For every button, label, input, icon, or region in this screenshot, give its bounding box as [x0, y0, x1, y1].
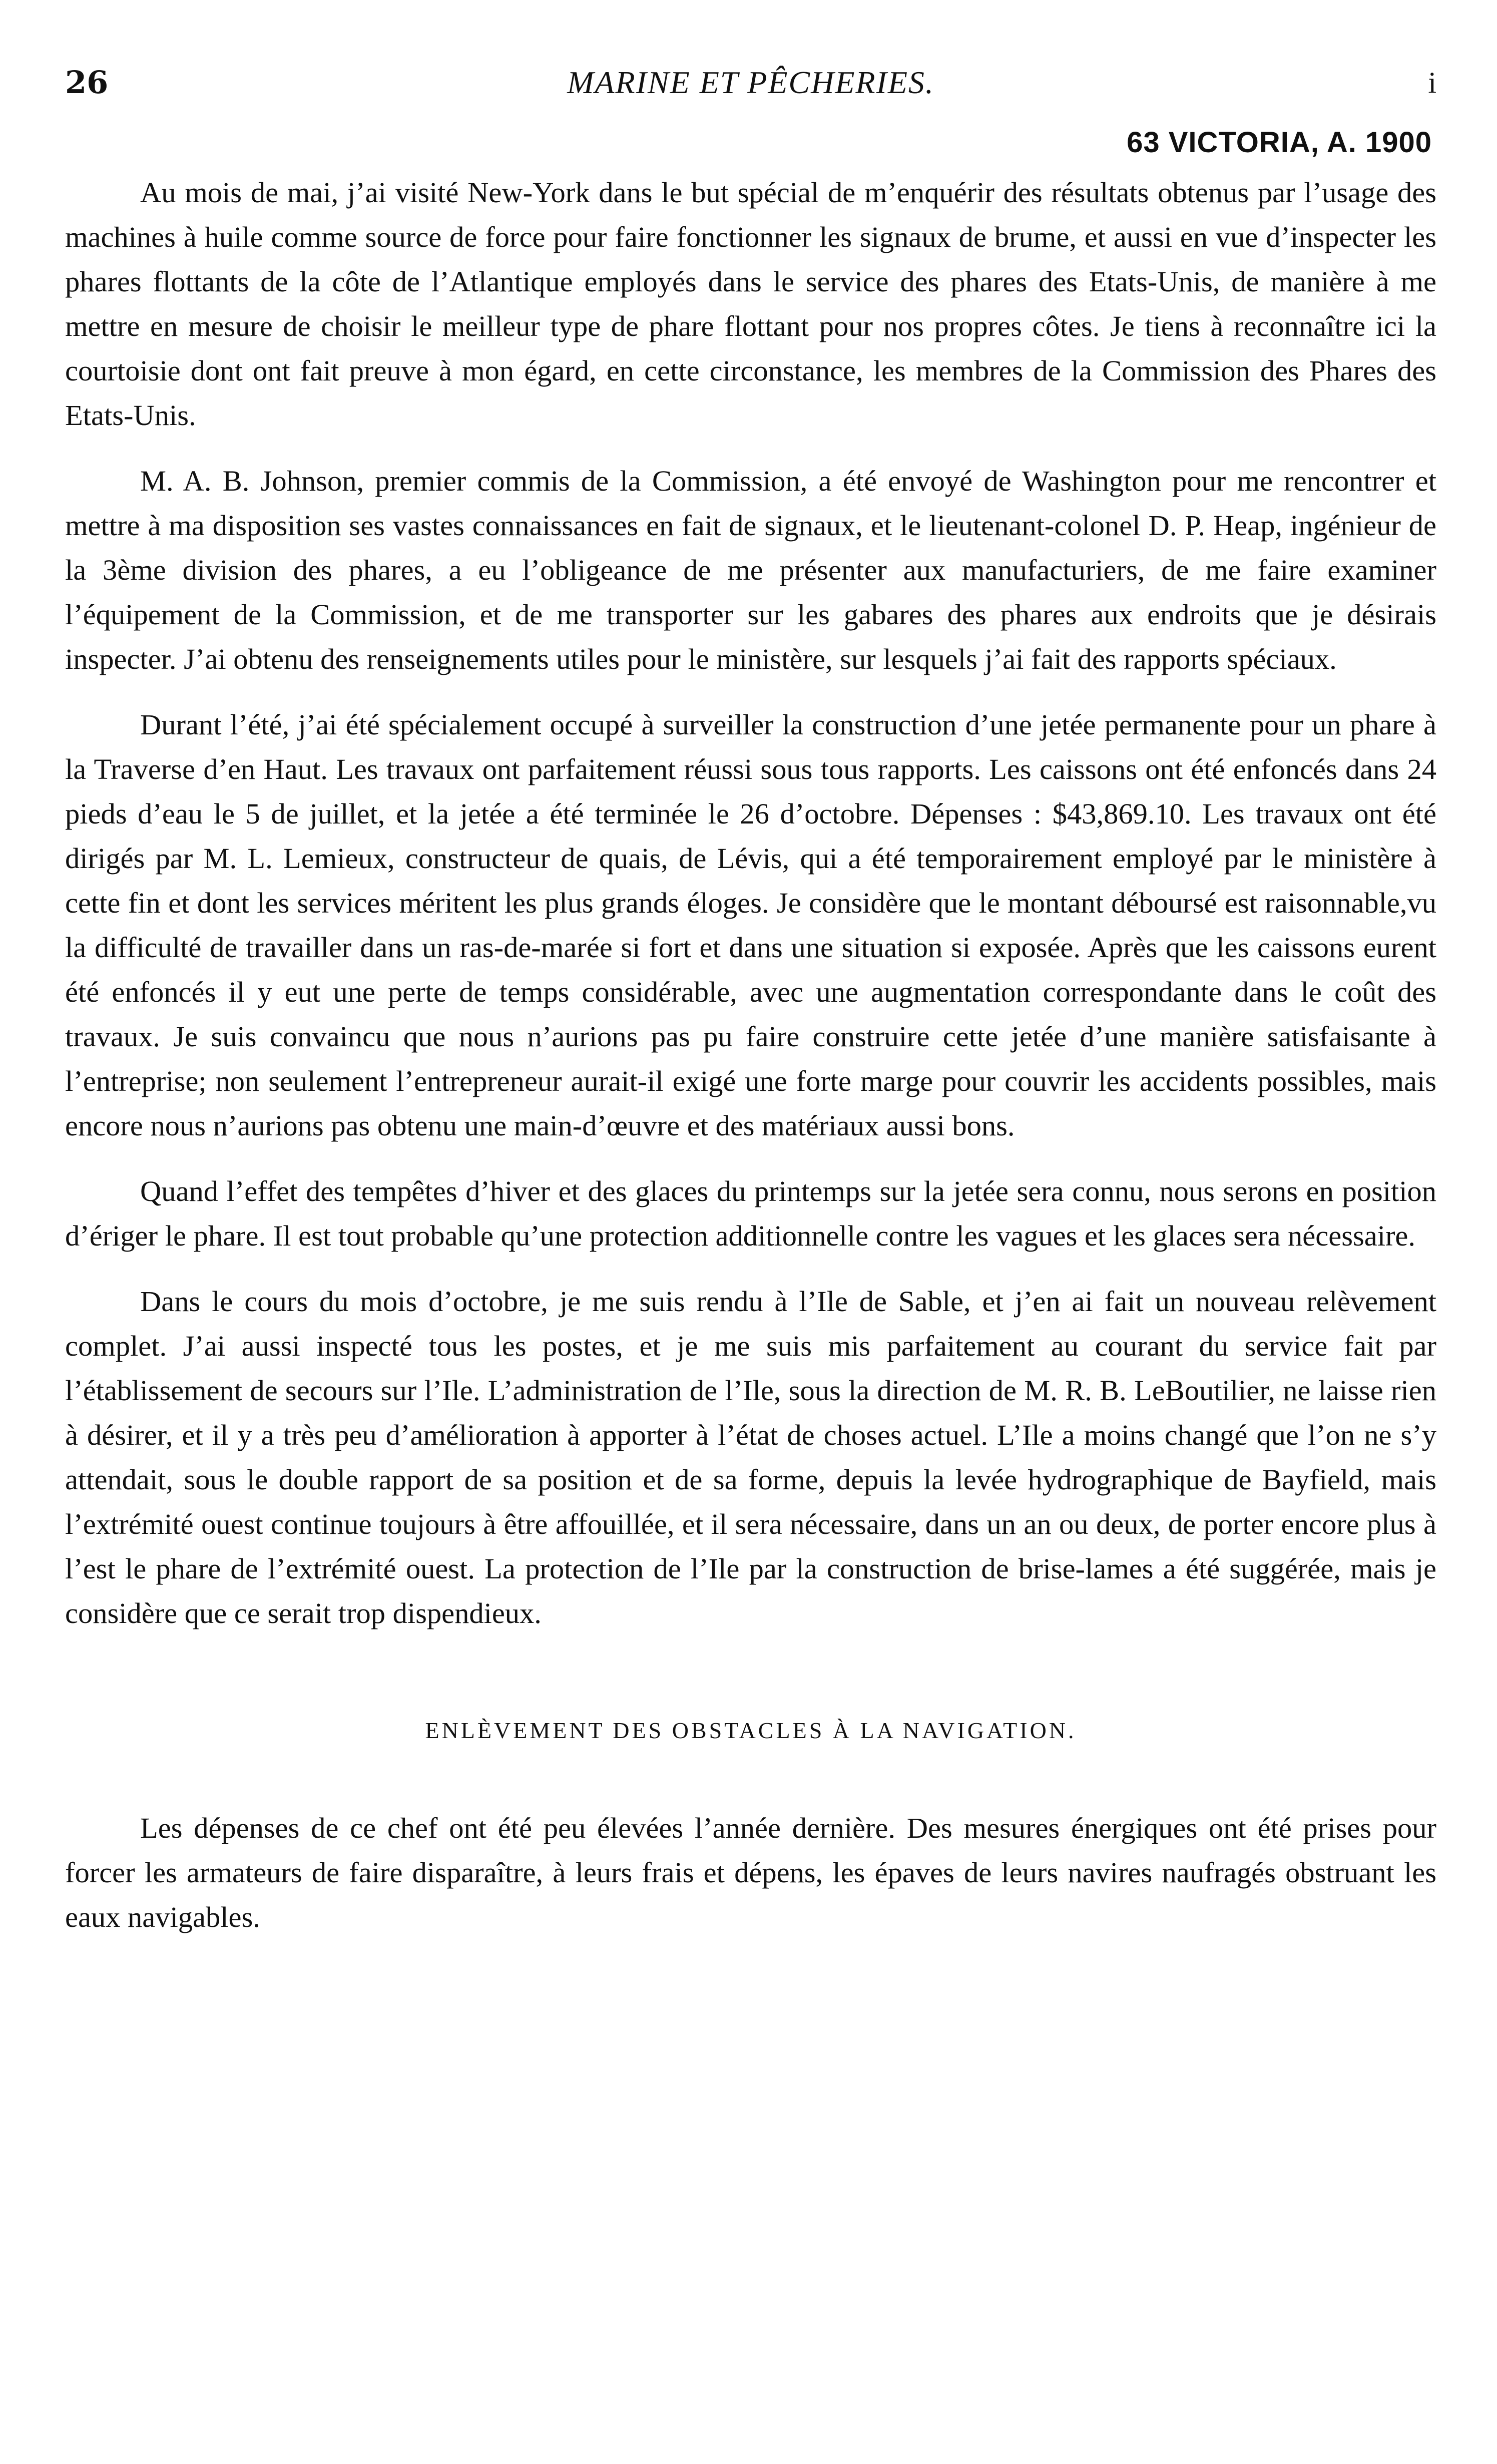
session-label: 63 VICTORIA, A. 1900: [1127, 126, 1432, 159]
body-text: [65, 170, 1436, 1960]
paragraph-ile-de-sable: Dans le cours du mois d’octobre, je me suis rendu à l’Ile de Sable, et j’en ai fait un nouveau relèvement complet. J’ai aussi inspecté tous les postes, et je me suis mis parfaitement au courant du service fait par l’établissement de secours sur l’Ile. L’administration de l’Ile, sous la direction de M. R. B. LeBoutilier, ne laisse rien à désirer, et il y a très peu d’amélioration à apporter à l’état de choses actuel. L’Ile a moins changé que l’on ne s’y attendait, sous le double rapport de sa position et de sa forme, depuis la levée hydrographique de Bayfield, mais l’extrémité ouest continue toujours à être affouillée, et il sera nécessaire, dans un an ou deux, de porter encore plus à l’est le phare de l’extrémité ouest. La protection de l’Ile par la construction de brise-lames a été suggérée, mais je considère que ce serait trop dispendieux.: [65, 1285, 1436, 1629]
paragraph-johnson: M. A. B. Johnson, premier commis de la Commission, a été envoyé de Washington pour me rencontrer et mettre à ma disposition ses vastes connaissances en fait de signaux, et le lieutenant-colonel D. P. Heap, ingénieur de la 3ème division des phares, a eu l’obligeance de me présenter aux manufacturiers, de me faire examiner l’équipement de la Commission, et de me transporter sur les gabares des phares aux endroits que je désirais inspecter. J’ai obtenu des renseignements utiles pour le ministère, sur lesquels j’ai fait des rapports spéciaux.: [65, 465, 1436, 675]
paragraph-traverse-jetee: Durant l’été, j’ai été spécialement occupé à surveiller la construction d’une jetée permanente pour un phare à la Traverse d’en Haut. Les travaux ont parfaitement réussi sous tous rapports. Les caissons ont été enfoncés dans 24 pieds d’eau le 5 de juillet, et la jetée a été terminée le 26 d’octobre. Dépenses : $43,869.10. Les travaux ont été dirigés par M. L. Lemieux, constructeur de quais, de Lévis, qui a été temporairement employé par le ministère à cette fin et dont les services méritent les plus grands éloges. Je considère que le montant déboursé est raisonnable,vu la difficulté de travailler dans un ras-de-marée si fort et dans une situation si exposée. Après que les caissons eurent été enfoncés il y eut une perte de temps considérable, avec une augmentation correspondante dans le coût des travaux. Je suis convaincu que nous n’aurions pas pu faire construire cette jetée d’une manière satisfaisante à l’entreprise; non seulement l’entrepreneur aurait-il exigé une forte marge pour couvrir les accidents possibles, mais encore nous n’aurions pas obtenu une main-d’œuvre et des matériaux aussi bons.: [65, 708, 1436, 1142]
page-header: [65, 60, 1436, 105]
paragraph-depenses: Les dépenses de ce chef ont été peu élevées l’année dernière. Des mesures énergiques ont été prises pour forcer les armateurs de faire disparaître, à leurs frais et dépens, les épaves de leurs navires naufragés obstruant les eaux navigables.: [65, 1812, 1436, 1933]
page-number: 26: [65, 64, 109, 101]
section-heading: ENLÈVEMENT DES OBSTACLES À LA NAVIGATION.: [425, 1718, 1077, 1743]
paragraph-new-york-visit: Au mois de mai, j’ai visité New-York dans le but spécial de m’enquérir des résultats obtenus par l’usage des machines à huile comme source de force pour faire fonctionner les signaux de brume, et aussi en vue d’inspecter les phares flottants de la côte de l’Atlantique employés dans le service des phares des Etats-Unis, de manière à me mettre en mesure de choisir le meilleur type de phare flottant pour nos propres côtes. Je tiens à reconnaître ici la courtoisie dont ont fait preuve à mon égard, en cette circonstance, les membres de la Commission des Phares des Etats-Unis.: [65, 176, 1436, 432]
running-title: MARINE ET PÊCHERIES.: [567, 65, 934, 100]
paragraph-tempetes: Quand l’effet des tempêtes d’hiver et des glaces du printemps sur la jetée sera connu, nous serons en position d’ériger le phare. Il est tout probable qu’une protection additionnelle contre les vagues et les glaces sera nécessaire.: [65, 1175, 1436, 1252]
header-mark: i: [1428, 66, 1436, 99]
